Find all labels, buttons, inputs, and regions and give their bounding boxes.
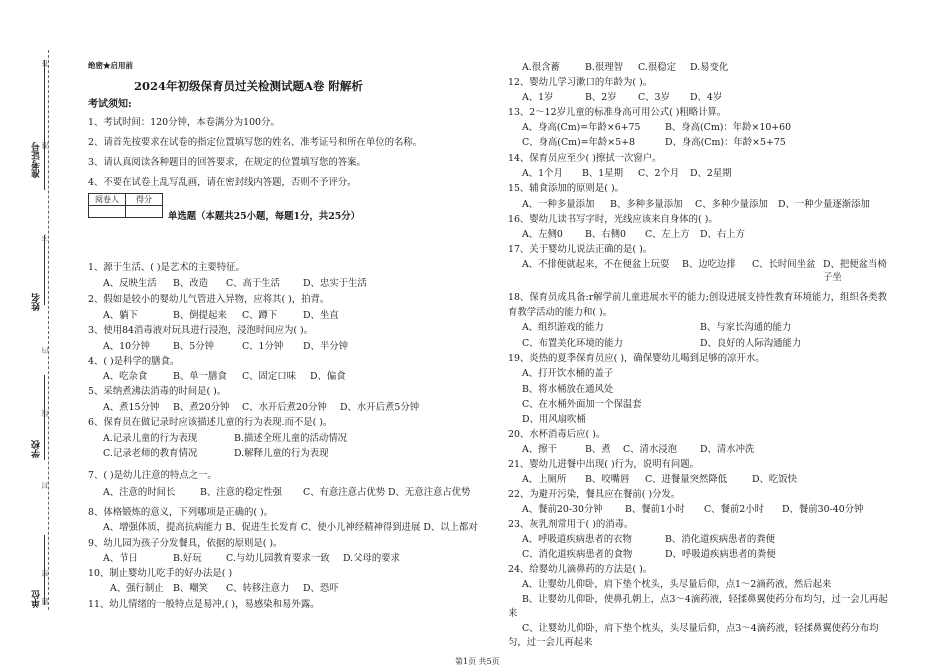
- option: A、吃杂食: [103, 371, 148, 382]
- option: C、长时间坐盆: [752, 259, 816, 270]
- name-line: [44, 235, 45, 305]
- option: B、右侧0: [585, 229, 626, 240]
- option: B.很理智: [585, 62, 623, 73]
- unit-label: 单位: [32, 590, 42, 608]
- option: A、节日: [103, 553, 138, 564]
- option: A、躺下: [103, 310, 138, 321]
- question-text: 16、婴幼儿读书写字时，光线应该来自身体的( )。: [508, 214, 718, 225]
- option: B.描述全班儿童的活动情况: [234, 433, 347, 444]
- binding-dashed-line: [48, 50, 49, 610]
- option: B、煮: [585, 444, 611, 455]
- question-text: 1、源于生活、( )是艺术的主要特征。: [88, 262, 245, 273]
- option: B、2岁: [585, 92, 617, 103]
- option: B、餐前1小时: [625, 504, 685, 515]
- option: C.很稳定: [638, 62, 676, 73]
- secret-mark: 绝密★启用前: [88, 61, 133, 70]
- option: D、2星期: [690, 168, 732, 179]
- exam-number-label: 准考证号: [32, 142, 42, 178]
- question-text: 13、2～12岁儿童的标准身高可用公式( )粗略计算。: [508, 107, 727, 118]
- option: C、让婴幼儿仰卧，肩下垫个枕头，头尽量后仰，点3～4滴药液，轻揉鼻翼使药分布均匀，过一会儿再起来: [508, 623, 879, 648]
- option: C、转移注意力: [226, 583, 290, 594]
- reviewer-header: 阅卷人: [89, 194, 126, 206]
- binding-mark: 题: [41, 598, 49, 605]
- option: B、单一膳食: [173, 371, 227, 382]
- option: C、蹲下: [242, 310, 278, 321]
- question-text: 18、保育员成具备:r解学前儿童进展水平的能力;创设进展支持性教育环境能力，组织各类教育教学活动的能力和( )。: [508, 292, 887, 318]
- option: D、良好的人际沟通能力: [700, 338, 802, 349]
- notice-item: 2、请首先按要求在试卷的指定位置填写您的姓名、准考证号和所在单位的名称。: [88, 137, 423, 148]
- binding-mark: 封: [41, 482, 49, 489]
- option: D、清水冲洗: [700, 444, 755, 455]
- section-title: 单选题（本题共25小题，每题1分，共25分）: [168, 211, 360, 222]
- option: C、2个月: [638, 168, 680, 179]
- question-text: 24、给婴幼儿滴鼻药的方法是( )。: [508, 564, 653, 575]
- option-line: A、增强体质，提高抗病能力 B、促进生长发育 C、使小儿神经精神得到进展 D、以上都对: [103, 522, 478, 533]
- option: A、餐前20-30分钟: [522, 504, 603, 515]
- option: B、边吃边排: [682, 259, 736, 270]
- option: B、1星期: [582, 168, 623, 179]
- option: A、1个月: [522, 168, 563, 179]
- option: D.易变化: [690, 62, 729, 73]
- school-line: [44, 375, 45, 460]
- option: C、3岁: [638, 92, 670, 103]
- option: A、煮15分钟: [103, 402, 160, 413]
- question-text: 23、灰乳剂常用于( )的消毒。: [508, 519, 634, 530]
- option: C.记录老师的教育情况: [103, 448, 198, 459]
- notice-item: 1、考试时间：120分钟，本卷满分为100分。: [88, 117, 280, 128]
- notice-title: 考试须知:: [88, 99, 132, 110]
- question-text: 9、幼儿园为孩子分发餐具，依据的原则是( )。: [88, 538, 283, 549]
- question-text: 17、关于婴幼儿说法正确的是( )。: [508, 244, 653, 255]
- option: A.记录儿童的行为表现: [103, 433, 198, 444]
- option: D.父母的要求: [343, 553, 401, 564]
- option: A、不排便就起来，不在便盆上玩耍: [522, 259, 670, 270]
- option: C、消化道疾病患者的食物: [522, 549, 633, 560]
- option: D、身高(Cm)：年龄×5+75: [665, 137, 786, 148]
- option: D、4岁: [690, 92, 723, 103]
- option: B、将水桶放在通风处: [522, 384, 614, 395]
- option: A、打开饮水桶的盖子: [522, 368, 614, 379]
- unit-line: [44, 535, 45, 605]
- option: C、水开后煮20分钟: [242, 402, 327, 413]
- question-text: 21、婴幼儿进餐中出现( )行为，说明有问题。: [508, 459, 699, 470]
- page-number: 第1页 共5页: [455, 657, 500, 666]
- option: B、多种多量添加: [610, 199, 683, 210]
- notice-item: 4、不要在试卷上乱写乱画，请在密封线内答题，否则不予评分。: [88, 177, 357, 188]
- option: A、一种多量添加: [522, 199, 595, 210]
- option: A、呼吸道疾病患者的衣物: [522, 534, 632, 545]
- option: D、恐吓: [303, 583, 339, 594]
- option: A、左侧0: [522, 229, 563, 240]
- question-text: 6、保育员在做记录时应该描述儿童的行为表现.而不是( )。: [88, 417, 333, 428]
- binding-mark: 内: [41, 347, 49, 354]
- option: A、身高(Cm)=年龄×6+75: [522, 122, 641, 133]
- option: A、1岁: [522, 92, 554, 103]
- option: A、擦干: [522, 444, 557, 455]
- option: B、身高(Cm)：年龄×10+60: [665, 122, 792, 133]
- option: D、水开后煮5分钟: [340, 402, 420, 413]
- binding-mark: 密: [41, 570, 49, 577]
- question-text: 19、炎热的夏季保育员应( )，确保婴幼儿喝到足够的凉开水。: [508, 353, 765, 364]
- score-table: [88, 193, 163, 218]
- question-text: 10、制止婴幼儿吃手的好办法是( ): [88, 568, 233, 579]
- option: B.好玩: [173, 553, 202, 564]
- question-text: 12、婴幼儿学习漱口的年龄为( )。: [508, 77, 653, 88]
- school-label: 学校: [32, 440, 42, 458]
- question-text: 15、辅食添加的原则是( )。: [508, 183, 624, 194]
- option: B、改造: [173, 278, 209, 289]
- option: D、呼吸道疾病患者的粪便: [665, 549, 776, 560]
- page-title: 2024年初级保育员过关检测试题A卷 附解析: [134, 79, 363, 93]
- question-text: 20、水杯消毒后应( )。: [508, 429, 606, 440]
- option: D、吃饭快: [752, 474, 798, 485]
- option: C、多种少量添加: [695, 199, 768, 210]
- option: C、清水浸泡: [623, 444, 678, 455]
- option: C、有意注意占优势: [303, 487, 386, 498]
- option: A、10分钟: [103, 341, 150, 352]
- question-text: 4、( )是科学的膳食。: [88, 356, 180, 367]
- score-header: 得分: [126, 194, 163, 206]
- question-text: 11、幼儿情绪的一般特点是易冲,( )，易感染和易外露。: [88, 599, 320, 610]
- option: C、在水桶外面加一个保温套: [522, 399, 642, 410]
- option: D、无意注意占优势: [388, 487, 471, 498]
- option: D、一种少量逐渐添加: [778, 199, 870, 210]
- option: A、反映生活: [103, 278, 157, 289]
- option: B、嘲笑: [173, 583, 209, 594]
- option: D、把便盆当椅子坐: [823, 259, 887, 283]
- score-cell[interactable]: [126, 206, 163, 218]
- option: D、忠实于生活: [303, 278, 367, 289]
- option: C、进餐量突然降低: [645, 474, 728, 485]
- question-text: 3、使用84消毒液对玩具进行浸泡，浸泡时间应为( )。: [88, 325, 314, 336]
- question-text: 5、采纳煮沸法消毒的时间是( )。: [88, 386, 227, 397]
- binding-mark: 不: [41, 234, 49, 241]
- reviewer-cell[interactable]: [89, 206, 126, 218]
- option: D、偏食: [310, 371, 346, 382]
- option: B、让婴幼儿仰卧，使鼻孔朝上，点3～4滴药液，轻揉鼻翼使药分布均匀，过一会儿再起来: [508, 594, 888, 619]
- option: B、与家长沟通的能力: [700, 322, 792, 333]
- binding-mark: 准: [41, 142, 49, 149]
- name-label: 姓名: [32, 293, 42, 311]
- option: A、上厕所: [522, 474, 567, 485]
- option: D、右上方: [700, 229, 746, 240]
- option: B、5分钟: [173, 341, 214, 352]
- option: D.解释儿童的行为表现: [234, 448, 329, 459]
- option: C、餐前2小时: [704, 504, 765, 515]
- option: C.与幼儿园教育要求一致: [226, 553, 330, 564]
- option: B、煮20分钟: [173, 402, 230, 413]
- option: D、半分钟: [303, 341, 349, 352]
- option: A、让婴幼儿仰卧，肩下垫个枕头，头尽量后仰，点1～2滴药液，然后起来: [522, 579, 832, 590]
- binding-mark: 答: [41, 60, 49, 67]
- option: A、强行制止: [110, 583, 164, 594]
- option: D、用风扇吹桶: [522, 414, 586, 425]
- option: B、倒提起来: [173, 310, 227, 321]
- option: A、注意的时间长: [103, 487, 176, 498]
- option: B、消化道疾病患者的粪便: [665, 534, 776, 545]
- option: B、咬嘴唇: [585, 474, 630, 485]
- option: C、身高(Cm)=年龄×5+8: [522, 137, 635, 148]
- question-text: 8、体格锻炼的意义，下列哪项是正确的( )。: [88, 507, 274, 518]
- binding-mark: 线: [41, 410, 49, 417]
- option: D、坐直: [303, 310, 339, 321]
- option: C、布置美化环境的能力: [522, 338, 623, 349]
- option: C、高于生活: [226, 278, 281, 289]
- option: B、注意的稳定性强: [200, 487, 282, 498]
- option: A.很含蓄: [522, 62, 560, 73]
- option: C、左上方: [645, 229, 690, 240]
- option: C、1分钟: [242, 341, 284, 352]
- option: D、餐前30-40分钟: [782, 504, 864, 515]
- question-text: 2、假如是较小的婴幼儿气管进入异物，应将其( )，拍背。: [88, 294, 330, 305]
- option: C、固定口味: [242, 371, 297, 382]
- notice-item: 3、请认真阅读各种题目的回答要求，在规定的位置填写您的答案。: [88, 157, 366, 168]
- option: A、组织游戏的能力: [522, 322, 604, 333]
- question-text: 7、( )是幼儿注意的特点之一。: [88, 470, 217, 481]
- question-text: 14、保育员应至少( )擦拭一次窗户。: [508, 153, 662, 164]
- question-text: 22、为避开污染，餐具应在餐前( )分发。: [508, 489, 681, 500]
- exam-number-line: [44, 60, 45, 190]
